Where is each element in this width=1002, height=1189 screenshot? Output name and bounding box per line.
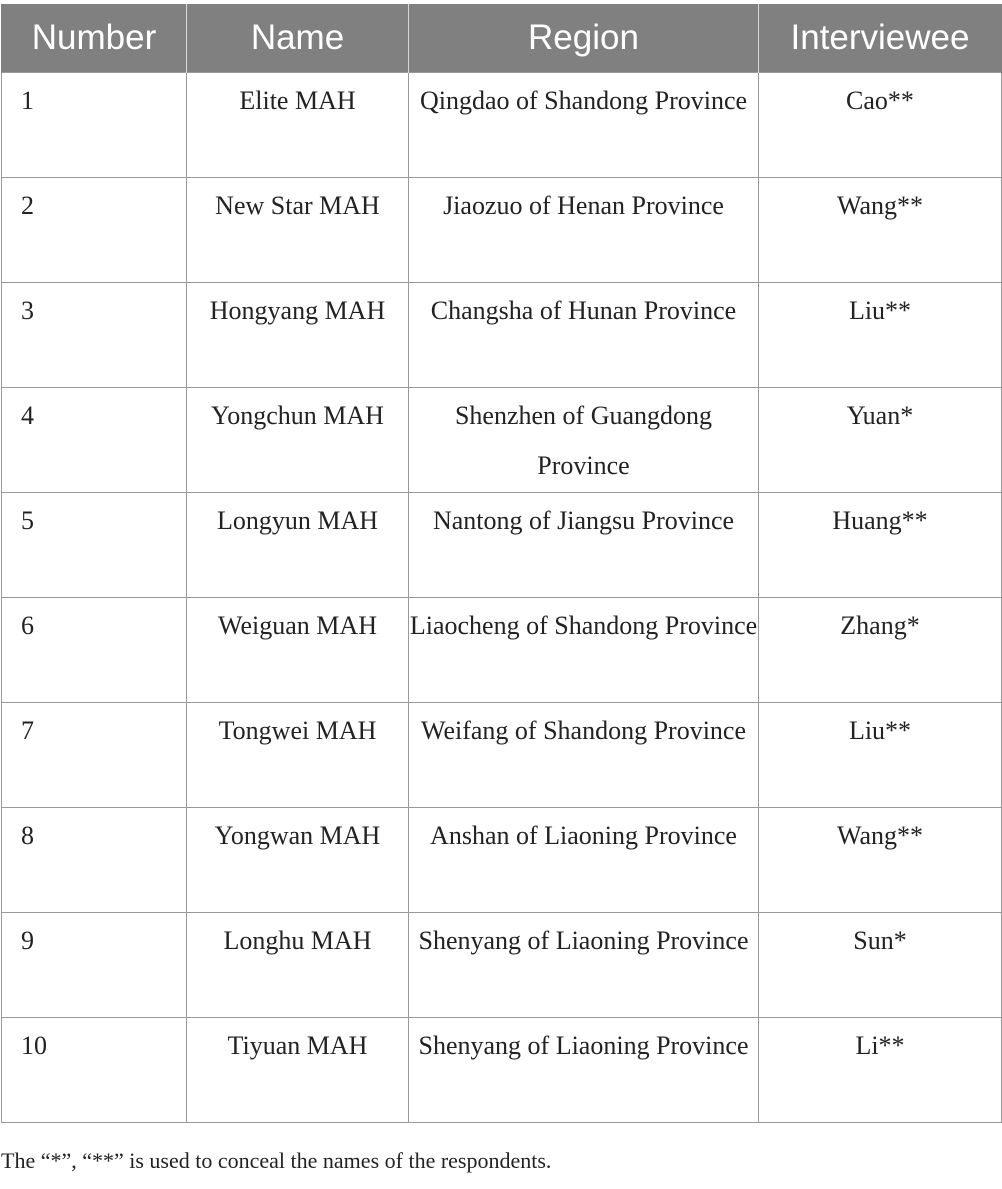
cell-name-text: Elite MAH [239, 86, 356, 115]
cell-interviewee [759, 598, 1002, 703]
cell-number-text: 6 [21, 611, 34, 640]
table-header [2, 4, 1002, 73]
cell-number-text: 3 [21, 296, 34, 325]
cell-name-text: Yongwan MAH [214, 821, 381, 850]
cell-interviewee [759, 178, 1002, 283]
header-region: Region [409, 4, 759, 73]
cell-region-text: Qingdao of Shandong Province [419, 86, 748, 115]
header-name: Name [187, 4, 409, 73]
cell-name-text: Hongyang MAH [209, 296, 386, 325]
cell-name [187, 388, 409, 493]
cell-region [409, 178, 759, 283]
cell-interviewee [759, 703, 1002, 808]
cell-name [187, 73, 409, 178]
cell-name-text: Weiguan MAH [218, 611, 377, 640]
cell-interviewee-text: Wang** [837, 821, 923, 850]
cell-number-text: 5 [21, 506, 34, 535]
cell-interviewee-text: Yuan* [846, 401, 914, 430]
cell-interviewee [759, 808, 1002, 913]
cell-name [187, 808, 409, 913]
cell-number [2, 283, 187, 388]
cell-region-text: Nantong of Jiangsu Province [432, 506, 735, 535]
table-row [2, 493, 1002, 598]
table-row [2, 283, 1002, 388]
table-footnote: The “*”, “**” is used to conceal the names of the respondents. [1, 1148, 552, 1173]
cell-name-text: Tiyuan MAH [227, 1031, 368, 1060]
cell-region-text: Weifang of Shandong Province [421, 716, 746, 745]
cell-number-text: 8 [21, 821, 34, 850]
cell-name [187, 913, 409, 1018]
cell-name-text: New Star MAH [215, 191, 380, 220]
cell-region [409, 388, 759, 493]
cell-number-text: 10 [21, 1031, 47, 1060]
header-row [2, 4, 1002, 73]
cell-number-text: 4 [21, 401, 34, 430]
cell-interviewee [759, 1018, 1002, 1123]
cell-number [2, 1018, 187, 1123]
cell-region-text: Shenzhen of Guangdong Province [454, 401, 713, 480]
cell-interviewee-text: Cao** [846, 86, 914, 115]
cell-name [187, 178, 409, 283]
table-container [0, 4, 1002, 1123]
cell-name [187, 1018, 409, 1123]
cell-number [2, 493, 187, 598]
cell-name [187, 598, 409, 703]
cell-region-text: Shenyang of Liaoning Province [418, 1031, 749, 1060]
cell-interviewee-text: Li** [855, 1031, 905, 1060]
table-row [2, 388, 1002, 493]
cell-interviewee-text: Sun* [853, 926, 907, 955]
table-body [2, 73, 1002, 1123]
cell-number [2, 598, 187, 703]
table-row [2, 73, 1002, 178]
cell-name [187, 493, 409, 598]
cell-region [409, 1018, 759, 1123]
cell-name [187, 703, 409, 808]
cell-interviewee-text: Liu** [848, 716, 912, 745]
cell-interviewee [759, 388, 1002, 493]
cell-interviewee [759, 73, 1002, 178]
cell-name-text: Yongchun MAH [211, 401, 384, 430]
table-row [2, 1018, 1002, 1123]
cell-region-text: Changsha of Hunan Province [430, 296, 737, 325]
cell-interviewee-text: Liu** [848, 296, 912, 325]
cell-region [409, 703, 759, 808]
cell-interviewee [759, 493, 1002, 598]
cell-region-text: Anshan of Liaoning Province [430, 821, 737, 850]
cell-name-text: Longhu MAH [223, 926, 372, 955]
cell-name-text: Longyun MAH [216, 506, 379, 535]
cell-region-text: Shenyang of Liaoning Province [418, 926, 749, 955]
cell-interviewee [759, 283, 1002, 388]
cell-region-text: Liaocheng of Shandong Province [409, 611, 758, 640]
cell-number-text: 9 [21, 926, 34, 955]
cell-region [409, 493, 759, 598]
cell-number [2, 388, 187, 493]
cell-region [409, 913, 759, 1018]
table-row [2, 913, 1002, 1018]
cell-interviewee [759, 913, 1002, 1018]
cell-number [2, 73, 187, 178]
cell-interviewee-text: Wang** [837, 191, 923, 220]
table-row [2, 598, 1002, 703]
cell-region [409, 283, 759, 388]
cell-number-text: 7 [21, 716, 34, 745]
cell-region [409, 808, 759, 913]
cell-region [409, 73, 759, 178]
cell-region [409, 598, 759, 703]
cell-region-text: Jiaozuo of Henan Province [443, 191, 724, 220]
cell-number-text: 2 [21, 191, 34, 220]
cell-interviewee-text: Huang** [832, 506, 928, 535]
cell-interviewee-text: Zhang* [840, 611, 920, 640]
table-row [2, 808, 1002, 913]
table-row [2, 178, 1002, 283]
header-number: Number [2, 4, 187, 73]
cell-number [2, 808, 187, 913]
cell-name-text: Tongwei MAH [218, 716, 377, 745]
cell-name [187, 283, 409, 388]
table-row [2, 703, 1002, 808]
interviewee-table [1, 4, 1002, 1123]
cell-number-text: 1 [21, 86, 34, 115]
cell-number [2, 703, 187, 808]
header-interviewee: Interviewee [759, 4, 1002, 73]
cell-number [2, 913, 187, 1018]
cell-number [2, 178, 187, 283]
